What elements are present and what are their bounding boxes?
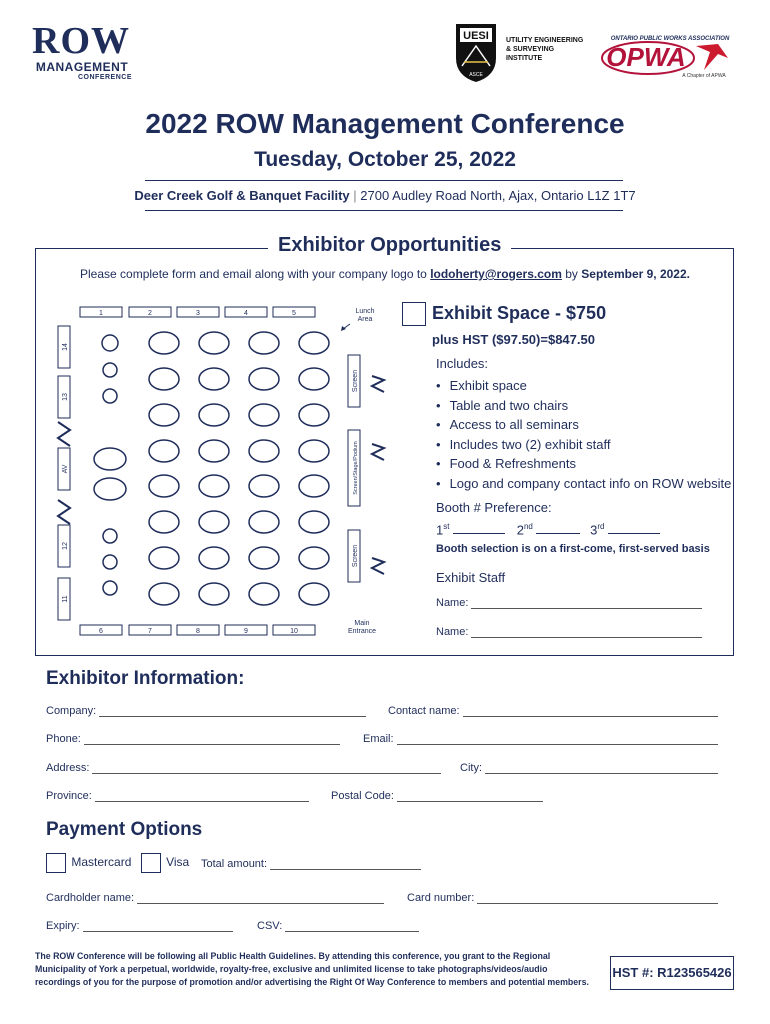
contact-name-field[interactable] xyxy=(388,705,718,717)
booth-label: 4 xyxy=(244,310,248,317)
left-booths xyxy=(58,326,70,620)
svg-text:ONTARIO PUBLIC WORKS ASSOCIATI: ONTARIO PUBLIC WORKS ASSOCIATION xyxy=(610,36,730,42)
total-label: Total amount: xyxy=(201,858,268,870)
includes-list xyxy=(436,376,731,493)
uesi-line-1: UTILITY ENGINEERING xyxy=(506,37,584,44)
exhibitor-heading: Exhibitor Opportunities xyxy=(268,234,511,257)
payment-method-row xyxy=(46,853,189,873)
email-label: Email: xyxy=(363,733,394,745)
name-label: Name: xyxy=(436,626,469,638)
include-item: • Food & Refreshments xyxy=(436,454,731,474)
stairs-icon xyxy=(58,422,70,446)
exhibitor-info-heading: Exhibitor Information: xyxy=(46,668,245,689)
stairs-icon xyxy=(372,376,384,392)
floor-plan xyxy=(52,300,392,645)
venue-name: Deer Creek Golf & Banquet Facility xyxy=(134,188,350,203)
divider xyxy=(145,210,623,211)
email-field[interactable] xyxy=(363,733,718,745)
instructions-text: Please complete form and email along with your company logo to xyxy=(80,267,431,281)
csv-label: CSV: xyxy=(257,920,283,932)
exhibit-space-checkbox[interactable] xyxy=(402,302,426,326)
stairs-icon xyxy=(58,500,70,524)
bottom-booths xyxy=(80,625,315,635)
svg-text:UESI: UESI xyxy=(463,30,489,42)
third-choice: 3rd xyxy=(590,522,605,538)
legal-notice: The ROW Conference will be following all Public Health Guidelines. By attending this conference, you grant to the Regional Municipality of York a perpetual, worldwide, royalty-free, exclusive and unlimited license to take photographs/videos/audio recordings of you for the purpose of promotion and/or advertising the Right Of Way Conference to members and potential members. xyxy=(35,951,589,987)
venue-address: 2700 Audley Road North, Ajax, Ontario L1Z 1T7 xyxy=(360,188,636,203)
svg-text:OPWA: OPWA xyxy=(606,42,686,72)
row-logo-wordmark: ROW xyxy=(32,20,130,62)
round-tables xyxy=(149,332,329,605)
includes-label: Includes: xyxy=(436,356,489,371)
third-choice-field[interactable] xyxy=(608,522,660,534)
uesi-logo xyxy=(452,22,500,89)
lunch-label: Lunch Area xyxy=(355,308,375,323)
expiry-label: Expiry: xyxy=(46,920,80,932)
booth-label: 6 xyxy=(99,628,103,635)
row-conference-logo xyxy=(32,22,132,81)
booth-label: 1 xyxy=(99,310,103,317)
svg-text:ASCE: ASCE xyxy=(469,72,483,78)
second-choice: 2nd xyxy=(516,522,533,538)
row-logo-conference: CONFERENCE xyxy=(77,74,132,81)
include-item: • Logo and company contact info on ROW website xyxy=(436,474,731,494)
card-number-label: Card number: xyxy=(407,892,475,904)
uesi-wordmark xyxy=(506,36,583,63)
hst-number-box: HST #: R123565426 xyxy=(610,956,734,990)
booth-label: 10 xyxy=(290,628,298,635)
phone-label: Phone: xyxy=(46,733,81,745)
exhibit-space-title: Exhibit Space - $750 xyxy=(432,303,607,323)
include-item: • Includes two (2) exhibit staff xyxy=(436,435,731,455)
cardholder-name-field[interactable] xyxy=(46,892,384,904)
booth-label: 12 xyxy=(62,542,69,550)
event-date: Tuesday, October 25, 2022 xyxy=(254,148,516,171)
booth-preference-fields xyxy=(436,522,660,537)
deadline: September 9, 2022. xyxy=(581,267,690,281)
cocktail-tables xyxy=(102,335,118,595)
contact-email-link[interactable]: lodoherty@rogers.com xyxy=(430,267,562,281)
venue-line xyxy=(0,188,770,203)
stairs-icon xyxy=(372,444,384,460)
stage-label: Screen/Stage/Podium xyxy=(353,441,359,495)
name-label: Name: xyxy=(436,597,469,609)
svg-text:A Chapter of APWA: A Chapter of APWA xyxy=(682,73,726,79)
booth-label: 3 xyxy=(196,310,200,317)
side-tables xyxy=(94,448,126,500)
expiry-field[interactable] xyxy=(46,920,233,932)
address-label: Address: xyxy=(46,762,90,774)
exhibit-staff-label: Exhibit Staff xyxy=(436,570,506,585)
booth-label: 2 xyxy=(148,310,152,317)
divider xyxy=(145,180,623,181)
instructions-by: by xyxy=(561,267,582,281)
include-item: • Exhibit space xyxy=(436,376,731,396)
company-label: Company: xyxy=(46,705,97,717)
row-logo-management: MANAGEMENT xyxy=(35,60,129,74)
booth-label: 14 xyxy=(62,343,69,351)
visa-label: Visa xyxy=(166,855,190,870)
postal-label: Postal Code: xyxy=(331,790,394,802)
postal-code-field[interactable] xyxy=(331,790,543,802)
exhibit-space-hst: plus HST ($97.50)=$847.50 xyxy=(432,332,595,347)
booth-label: 13 xyxy=(62,393,69,401)
opwa-logo xyxy=(600,32,740,85)
booth-label: AV xyxy=(62,464,69,474)
mastercard-label: Mastercard xyxy=(71,855,132,870)
total-amount-field[interactable] xyxy=(201,858,421,870)
booth-label: 8 xyxy=(196,628,200,635)
mastercard-checkbox[interactable] xyxy=(46,853,66,873)
csv-field[interactable] xyxy=(257,920,419,932)
second-choice-field[interactable] xyxy=(536,522,580,534)
staff-name-2-field[interactable] xyxy=(436,626,702,638)
screen-top-label: Screen xyxy=(352,369,359,393)
cardholder-label: Cardholder name: xyxy=(46,892,135,904)
company-field[interactable] xyxy=(46,705,366,717)
payment-heading: Payment Options xyxy=(46,819,203,840)
booth-label: 9 xyxy=(244,628,248,635)
booth-label: 11 xyxy=(62,595,69,603)
booth-selection-note: Booth selection is on a first-come, first-served basis xyxy=(436,543,710,555)
visa-checkbox[interactable] xyxy=(141,853,161,873)
instructions xyxy=(0,267,770,281)
card-number-field[interactable] xyxy=(407,892,718,904)
first-choice-field[interactable] xyxy=(453,522,505,534)
include-item: • Table and two chairs xyxy=(436,396,731,416)
venue-separator: | xyxy=(353,188,357,203)
uesi-line-2: & SURVEYING xyxy=(506,46,555,53)
main-entrance-label: Main Entrance xyxy=(347,620,377,635)
page-title: 2022 ROW Management Conference xyxy=(145,108,625,139)
city-field[interactable] xyxy=(460,762,718,774)
booth-preference-label: Booth # Preference: xyxy=(436,500,552,515)
province-field[interactable] xyxy=(46,790,309,802)
city-label: City: xyxy=(460,762,482,774)
include-item: • Access to all seminars xyxy=(436,415,731,435)
address-field[interactable] xyxy=(46,762,441,774)
booth-label: 5 xyxy=(292,310,296,317)
uesi-line-3: INSTITUTE xyxy=(506,55,543,62)
screen-bottom-label: Screen xyxy=(352,544,359,568)
top-booths xyxy=(80,307,315,317)
stairs-icon xyxy=(372,558,384,574)
booth-label: 7 xyxy=(148,628,152,635)
staff-name-1-field[interactable] xyxy=(436,597,702,609)
first-choice: 1st xyxy=(436,522,450,538)
province-label: Province: xyxy=(46,790,92,802)
phone-field[interactable] xyxy=(46,733,340,745)
contact-label: Contact name: xyxy=(388,705,460,717)
